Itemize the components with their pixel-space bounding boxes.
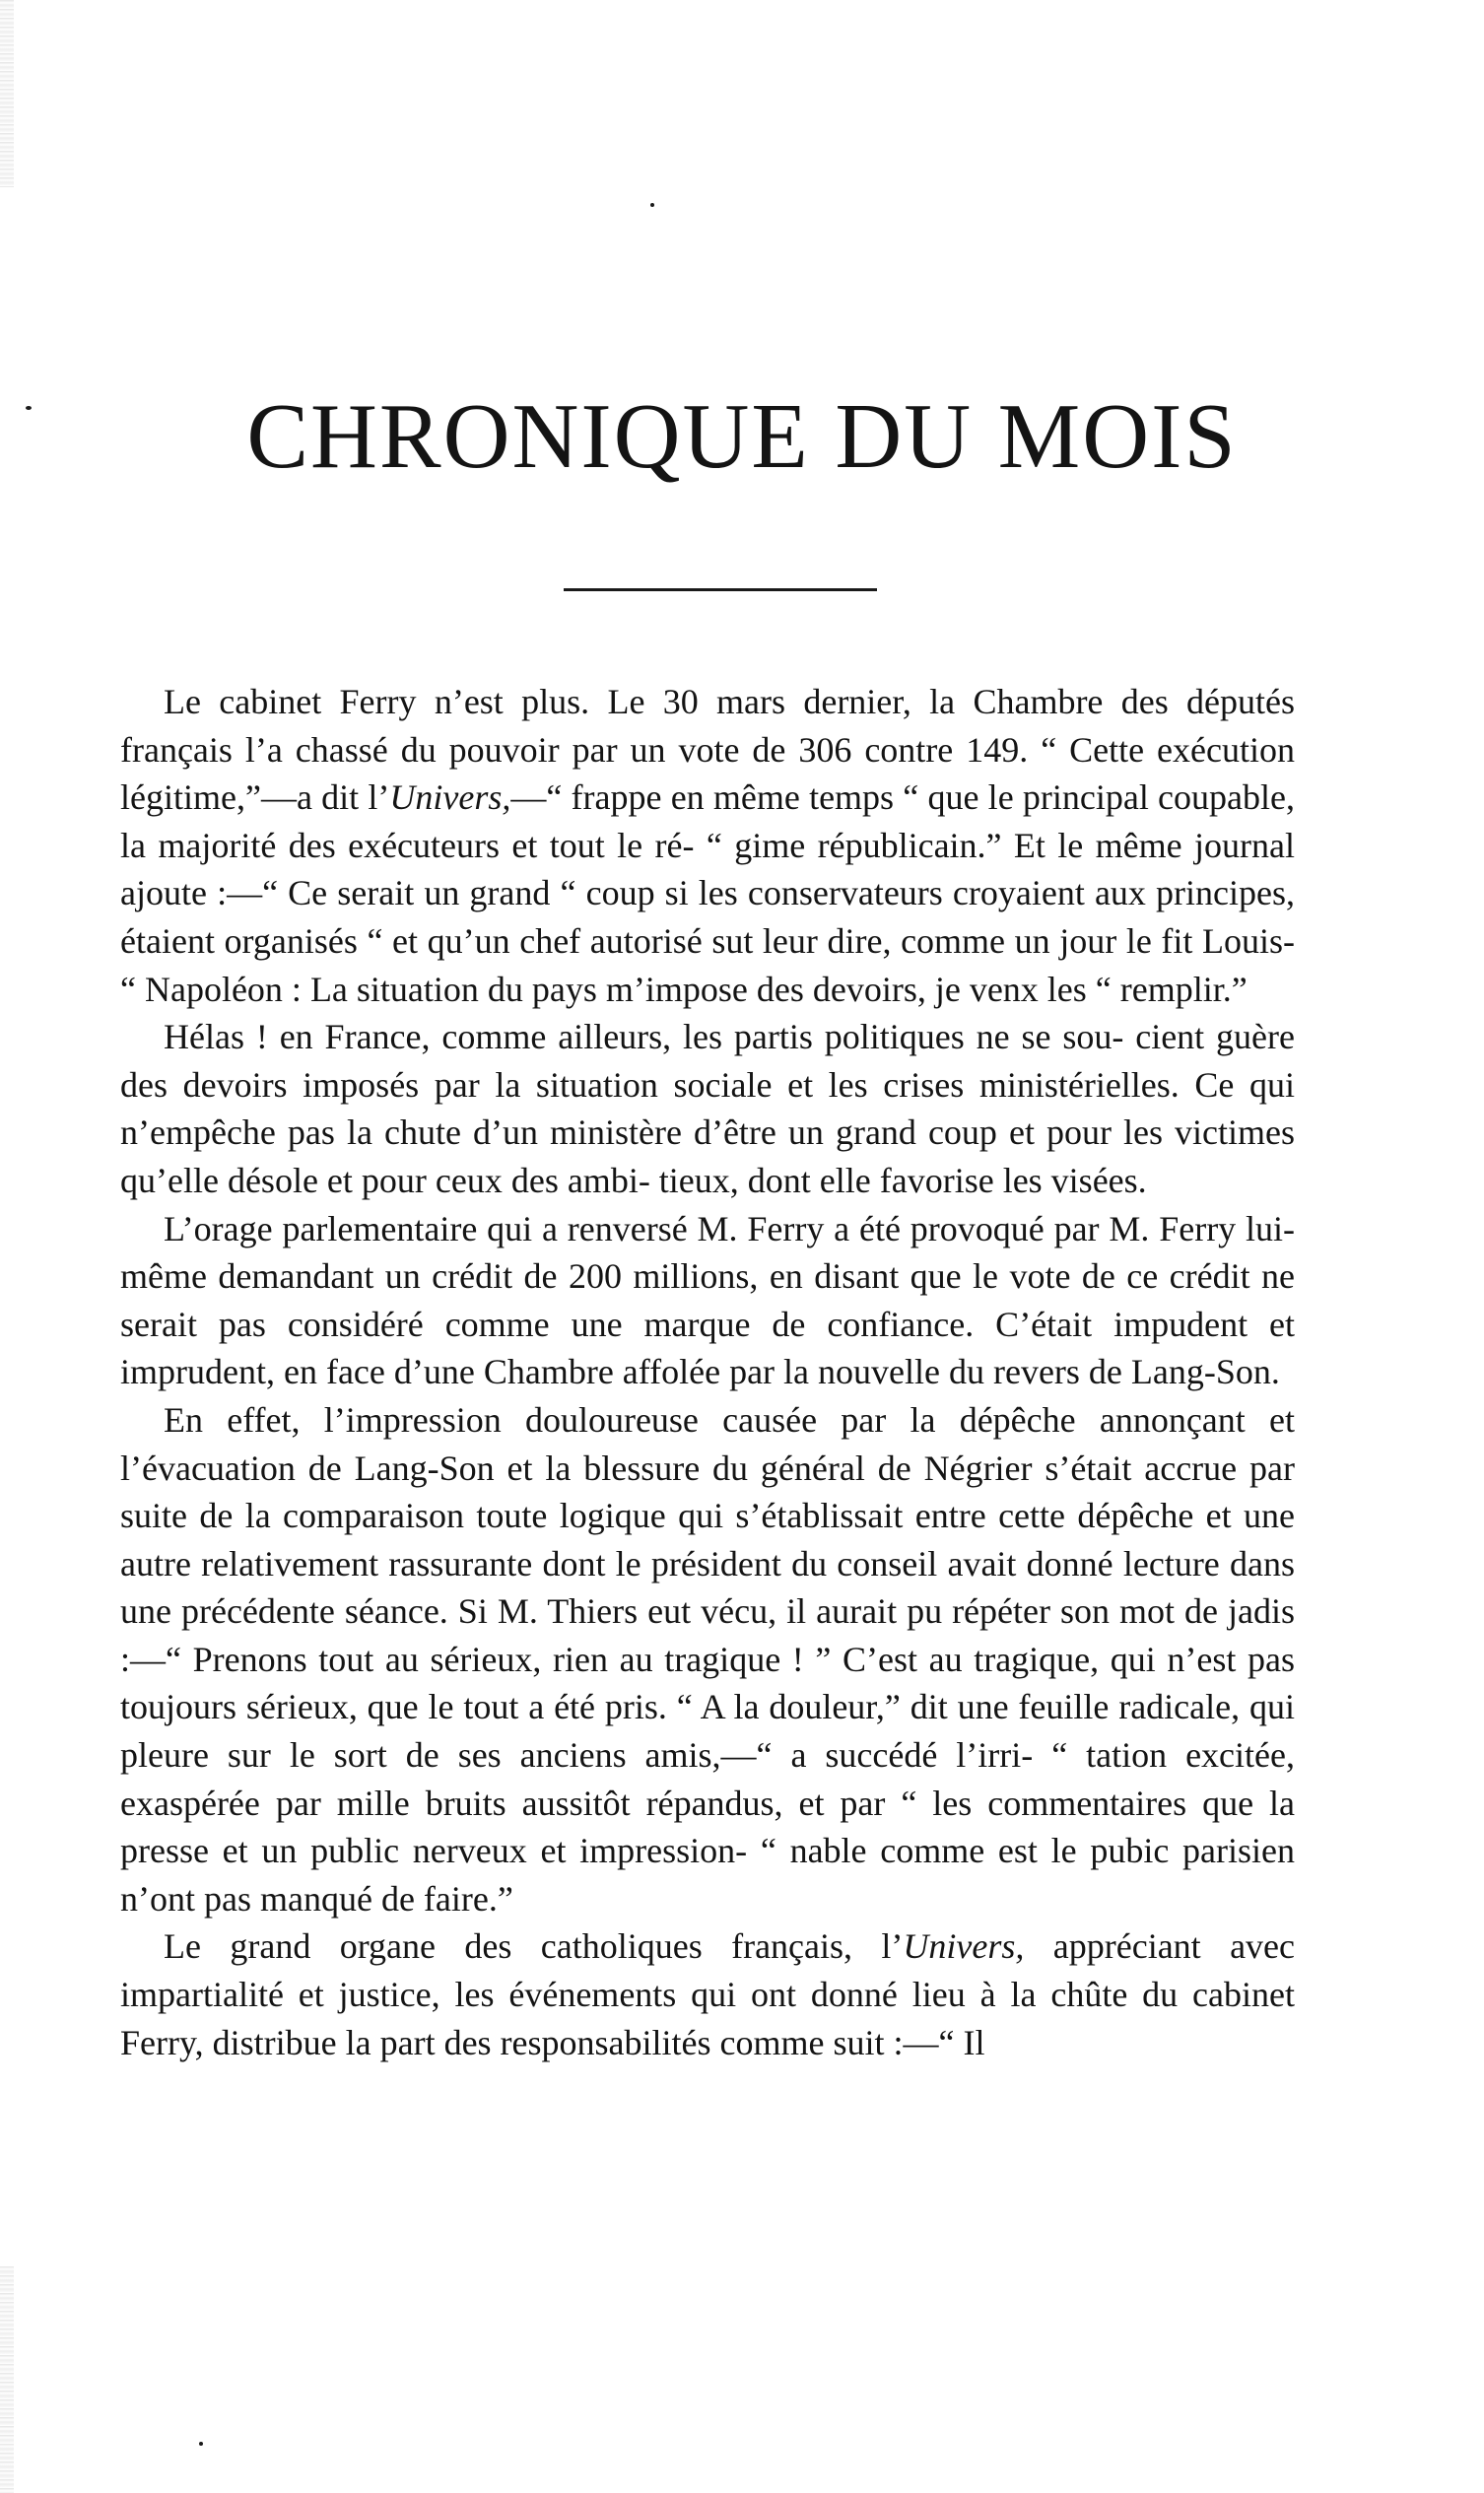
paragraph bbox=[120, 1922, 1295, 2066]
text-run: appréciant avec impartialité et justice, les événements qui ont donné lieu à la chûte du cabinet Ferry, distribue la part des responsabilités comme suit :—“ Il bbox=[120, 1926, 1296, 2062]
paragraph bbox=[120, 678, 1295, 1013]
text-run: Le grand organe des catholiques français, l’ bbox=[164, 1926, 904, 1967]
page-title: CHRONIQUE DU MOIS bbox=[246, 385, 1238, 488]
article-body bbox=[120, 678, 1295, 2066]
scan-speck bbox=[199, 2442, 203, 2446]
scan-speck bbox=[650, 203, 654, 207]
journal-name: Univers, bbox=[903, 1926, 1025, 1967]
text-run: —“ frappe en même temps “ que le principal coupable, la majorité des exécuteurs et tout le ré- “ gime républicain.” Et le même journal ajoute :—“ Ce serait un grand “ coup si les conservateurs croyaient aux principes, étaient organisés “ et qu’un chef autorisé sut leur dire, comme un jour le fit Louis- “ Napoléon : La situation du pays m’impose des devoirs, je venx les “ remplir.” bbox=[120, 777, 1295, 1009]
paragraph: L’orage parlementaire qui a renversé M. Ferry a été provoqué par M. Ferry lui-même demandant un crédit de 200 millions, en disant que le vote de ce crédit ne serait pas considéré comme une marque de confiance. C’était impudent et imprudent, en face d’une Chambre affolée par la nouvelle du revers de Lang-Son. bbox=[120, 1208, 1295, 1392]
paragraph: Hélas ! en France, comme ailleurs, les partis politiques ne se sou- cient guère des devoirs imposés par la situation sociale et les crises ministérielles. Ce qui n’empêche pas la chute d’un ministère d’être un grand coup et pour les victimes qu’elle désole et pour ceux des ambi- tieux, dont elle favorise les visées. bbox=[120, 1017, 1295, 1200]
scan-edge-bottom bbox=[0, 2266, 14, 2493]
paragraph: En effet, l’impression douloureuse causée par la dépêche annonçant et l’évacuation de Lang-Son et la blessure du général de Négrier s’était accrue par suite de la comparaison toute logique qui s’établissait entre cette dépêche et une autre relativement rassurante dont le président du conseil avait donné lecture dans une précédente séance. Si M. Thiers eut vécu, il aurait pu répéter son mot de jadis :—“ Prenons tout au sérieux, rien au tragique ! ” C’est au tragique, qui n’est pas toujours sérieux, que le tout a été pris. “ A la douleur,” dit une feuille radicale, qui pleure sur le sort de ses anciens amis,—“ a succédé l’irri- “ tation excitée, exaspérée par mille bruits aussitôt répandus, et par “ les commentaires que la presse et un public nerveux et impression- “ nable comme est le pubic parisien n’ont pas manqué de faire.” bbox=[120, 1399, 1295, 1919]
scan-edge-top bbox=[0, 0, 14, 187]
text-run: Le cabinet Ferry n’est plus. Le 30 mars dernier, la Chambre des députés français l’a chassé du pouvoir par un vote de 306 contre 149. “ Cette exécution légitime,”—a dit l’ bbox=[120, 682, 1295, 818]
title-divider bbox=[564, 588, 877, 591]
journal-name: Univers, bbox=[389, 777, 511, 818]
